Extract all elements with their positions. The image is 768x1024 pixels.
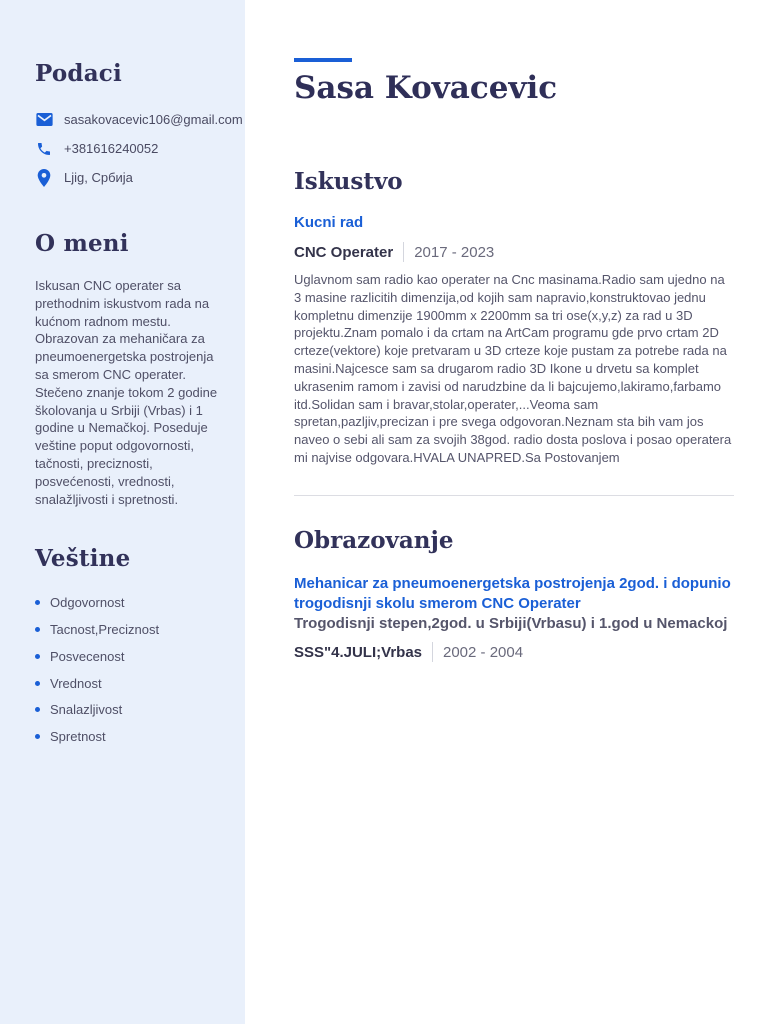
divider <box>403 242 404 262</box>
contact-location <box>35 163 245 192</box>
experience-role: CNC Operater <box>294 243 394 261</box>
skill-label: Vrednost <box>50 675 102 691</box>
contact-heading: Podaci <box>35 60 122 87</box>
phone-icon <box>35 140 53 158</box>
education-subtitle: Trogodisnji stepen,2god. u Srbiji(Vrbasu) i 1.god u Nemackoj <box>294 615 728 632</box>
skills-heading: Veštine <box>35 545 131 573</box>
education-dates: 2002 - 2004 <box>443 643 524 661</box>
email-text: sasakovacevic106@gmail.com <box>64 112 243 127</box>
skill-label: Snalazljivost <box>50 702 123 718</box>
skill-item <box>35 723 245 750</box>
education-school: SSS"4.JULI;Vrbas <box>294 643 422 661</box>
skill-label: Spretnost <box>50 729 106 745</box>
sidebar <box>0 0 245 1024</box>
bullet-icon <box>35 707 40 712</box>
skill-label: Odgovornost <box>50 595 125 611</box>
divider <box>432 642 433 662</box>
skill-item <box>35 589 245 616</box>
experience-dates: 2017 - 2023 <box>414 243 495 261</box>
skill-item <box>35 697 245 724</box>
skill-item <box>35 616 245 643</box>
skills-list <box>35 589 245 750</box>
skill-item <box>35 643 245 670</box>
about-heading: O meni <box>35 230 129 257</box>
bullet-icon <box>35 654 40 659</box>
about-text: Iskusan CNC operater sa prethodnim iskustvom rada na kućnom radnom mestu. Obrazovan za mehaničara za pneumoenergetska postrojenja sa smerom CNC operater. Stečeno znanje tokom 2 godine školovanja u Srbiji (Vrbas) i 1 godine u Nemačkoj. Poseduje veštine poput odgovornosti, tačnosti, preciznosti, posvećenosti, vrednosti, snalažljivosti i spretnosti. <box>35 278 218 507</box>
skill-label: Tacnost,Preciznost <box>50 622 160 638</box>
skill-item <box>35 670 245 697</box>
mail-icon <box>35 111 53 129</box>
bullet-icon <box>35 734 40 739</box>
location-pin-icon <box>35 169 53 187</box>
section-divider <box>294 495 734 496</box>
bullet-icon <box>35 627 40 632</box>
education-title: Mehanicar za pneumoenergetska postrojenja 2god. i dopunio trogodisnji skolu smerom CNC Operater <box>294 575 731 612</box>
contact-list <box>35 105 245 192</box>
bullet-icon <box>35 600 40 605</box>
contact-email[interactable] <box>35 105 245 134</box>
person-name: Sasa Kovacevic <box>294 70 558 106</box>
contact-phone[interactable] <box>35 134 245 163</box>
accent-bar <box>294 58 352 62</box>
location-text: Ljig, Србија <box>64 170 133 185</box>
education-heading: Obrazovanje <box>294 527 454 554</box>
experience-description: Uglavnom sam radio kao operater na Cnc masinama.Radio sam ujedno na 3 masine razlicitih dimenzija,od kojih sam napravio,konstruktovao jednu kompletnu dimenzije 1900mm x 2200mm sa tri ose(x,y,z) za rad u 3D projektu.Znam pomalo i da crtam na ArtCam programu gde prvo crtam 2D crteze(vektore) koje pretvaram u 3D crteze koje pustam za potrebe rada na masini.Najcesce sam sa drugarom radio 3D Ikone u drvetu sa komplet ukrasenim ramom i zavisi od narudzbine da li bajcujemo,lakiramo,farbamo itd.Solidan sam i bravar,stolar,operater,...Veoma sam spretan,pazljiv,precizan i pre svega odgovoran.Neznam sta bih vam jos naveo o sebi ali sam za svojih 38god. radio dosta poslova i posao operatera mi najvise odgovara.HVALA UNAPRED.Sa Postovanjem <box>294 272 732 465</box>
experience-company: Kucni rad <box>294 214 364 231</box>
experience-heading: Iskustvo <box>294 168 403 195</box>
experience-role-line <box>294 242 494 262</box>
education-school-line <box>294 642 523 662</box>
phone-text: +381616240052 <box>64 141 159 156</box>
bullet-icon <box>35 681 40 686</box>
skill-label: Posvecenost <box>50 648 125 664</box>
